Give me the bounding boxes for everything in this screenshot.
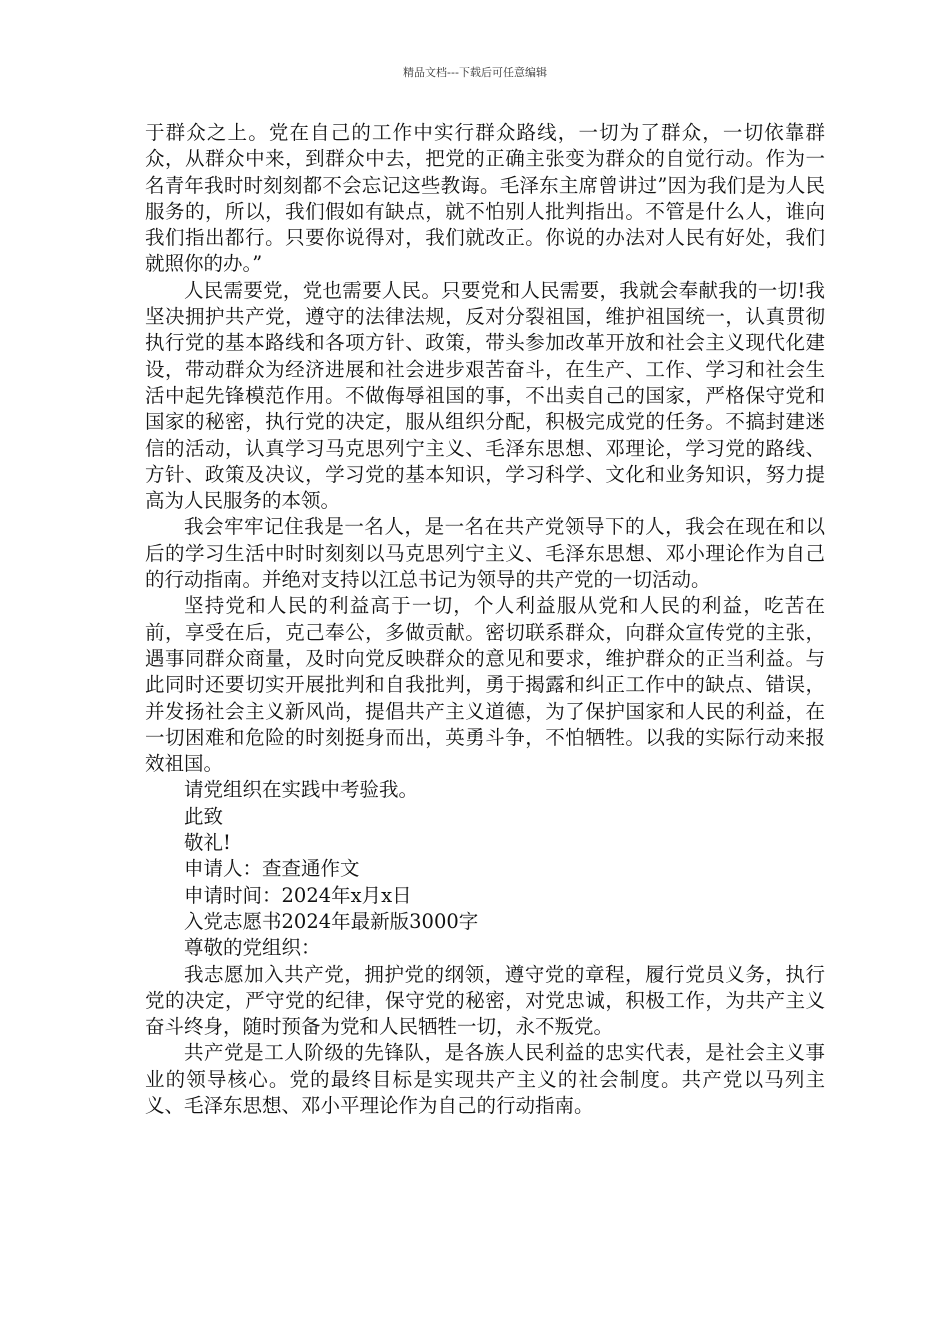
closing-line: 请党组织在实践中考验我。 bbox=[184, 778, 419, 802]
paragraph: 人民需要党，党也需要人民。只要党和人民需要，我就会奉献我的一切!我坚决拥护共产党，遵守的法律法规，反对分裂祖国，维护祖国统一，认真贯彻执行党的基本路线和各项方针、政策，带头参加改革开放和社会主义现代化建设，带动群众为经济进展和社会进步艰苦奋斗，在生产、工作、学习和社会生活中起先锋模范作用。不做侮辱祖国的事，不出卖自己的国家，严格保守党和国家的秘密，执行党的决定，服从组织分配，积极完成党的任务。不搞封建迷信的活动，认真学习马克思列宁主义、毛泽东思想、邓理论，学习党的路线、方针、政策及决议，学习党的基本知识，学习科学、文化和业务知识，努力提高为人民服务的本领。 bbox=[145, 278, 825, 513]
paragraph-continuation: 于群众之上。党在自己的工作中实行群众路线，一切为了群众，一切依靠群众，从群众中来，到群众中去，把党的正确主张变为群众的自觉行动。作为一名青年我时时刻刻都不会忘记这些教诲。毛泽东主席曾讲过”因为我们是为人民服务的，所以，我们假如有缺点，就不怕别人批判指出。不管是什么人，谁向我们指出都行。只要你说得对，我们就改正。你说的办法对人民有好处，我们就照你的办。” bbox=[145, 121, 825, 276]
page-header: 精品文档---下载后可任意编辑 bbox=[403, 66, 547, 79]
paragraph: 共产党是工人阶级的先锋队，是各族人民利益的忠实代表，是社会主义事业的领导核心。党的最终目标是实现共产主义的社会制度。共产党以马列主义、毛泽东思想、邓小平理论作为自己的行动指南。 bbox=[145, 1041, 825, 1117]
salutation-line: 此致 bbox=[184, 804, 224, 828]
applicant-line: 申请人：查查通作文 bbox=[184, 857, 360, 881]
paragraph: 我会牢牢记住我是一名人，是一名在共产党领导下的人，我会在现在和以后的学习生活中时时刻刻以马克思列宁主义、毛泽东思想、邓小理论作为自己的行动指南。并绝对支持以江总书记为领导的共产党的一切活动。 bbox=[145, 515, 825, 592]
paragraph: 我志愿加入共产党，拥护党的纲领，遵守党的章程，履行党员义务，执行党的决定，严守党的纪律，保守党的秘密，对党忠诚，积极工作，为共产主义奋斗终身，随时预备为党和人民牺牲一切，永不叛党。 bbox=[145, 962, 825, 1039]
salutation-line: 敬礼! bbox=[184, 831, 231, 855]
section-title: 入党志愿书2024年最新版3000字 bbox=[184, 909, 479, 933]
paragraph: 坚持党和人民的利益高于一切，个人利益服从党和人民的利益，吃苦在前，享受在后，克己奉公，多做贡献。密切联系群众，向群众宣传党的主张，遇事同群众商量，及时向党反映群众的意见和要求，维护群众的正当利益。与此同时还要切实开展批判和自我批判，勇于揭露和纠正工作中的缺点、错误，并发扬社会主义新风尚，提倡共产主义道德，为了保护国家和人民的利益，在一切困难和危险的时刻挺身而出，英勇斗争，不怕牺牲。以我的实际行动来报效祖国。 bbox=[145, 594, 825, 776]
greeting-line: 尊敬的党组织： bbox=[184, 936, 321, 960]
document-body bbox=[145, 120, 825, 1119]
date-line: 申请时间：2024年x月x日 bbox=[184, 883, 412, 907]
